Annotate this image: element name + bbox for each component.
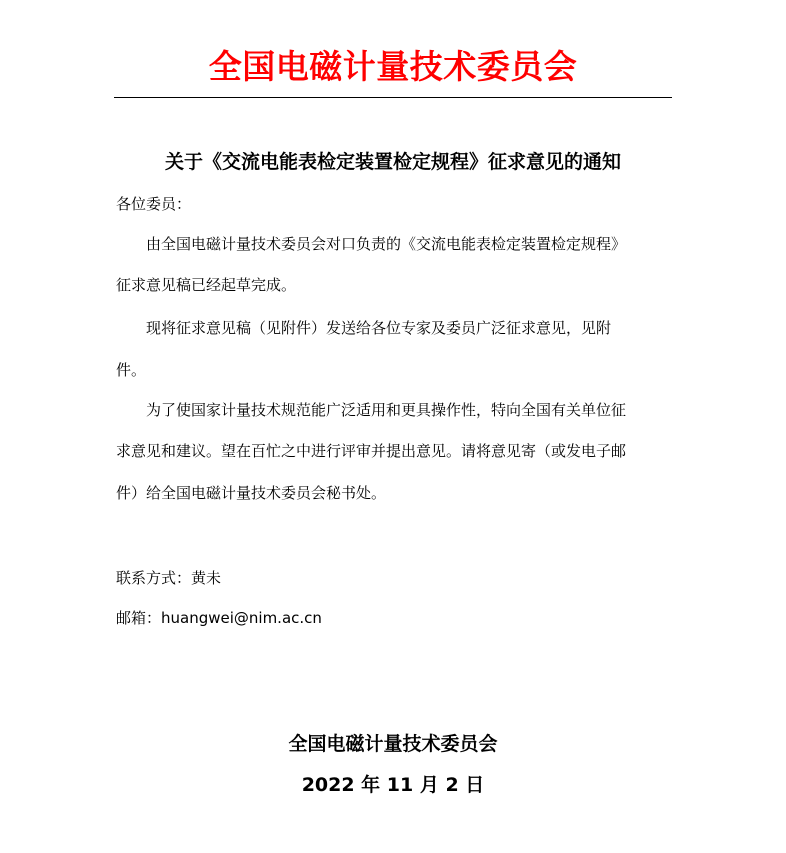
notice-title: 关于《交流电能表检定装置检定规程》征求意见的通知: [164, 151, 621, 173]
paragraph-2-line-2: 件。: [116, 361, 147, 379]
contact-person: 联系方式：黄未: [116, 569, 222, 587]
paragraph-3-line-1: 为了使国家计量技术规范能广泛适用和更具操作性，特向全国有关单位征: [146, 401, 627, 419]
paragraph-3-line-2: 求意见和建议。望在百忙之中进行评审并提出意见。请将意见寄（或发电子邮: [116, 442, 627, 460]
contact-email: 邮箱：huangwei@nim.ac.cn: [116, 609, 322, 627]
paragraph-3-line-3: 件）给全国电磁计量技术委员会秘书处。: [116, 484, 387, 502]
signature-organization: 全国电磁计量技术委员会: [288, 733, 498, 755]
signature-date: 2022 年 11 月 2 日: [301, 774, 485, 796]
letterhead-title: 全国电磁计量技术委员会: [208, 47, 578, 86]
paragraph-1-line-1: 由全国电磁计量技术委员会对口负责的《交流电能表检定装置检定规程》: [146, 235, 627, 253]
paragraph-2-line-1: 现将征求意见稿（见附件）发送给各位专家及委员广泛征求意见，见附: [146, 319, 612, 337]
header-divider: [114, 97, 672, 98]
paragraph-1-line-2: 征求意见稿已经起草完成。: [116, 276, 297, 294]
salutation: 各位委员：: [116, 195, 192, 213]
